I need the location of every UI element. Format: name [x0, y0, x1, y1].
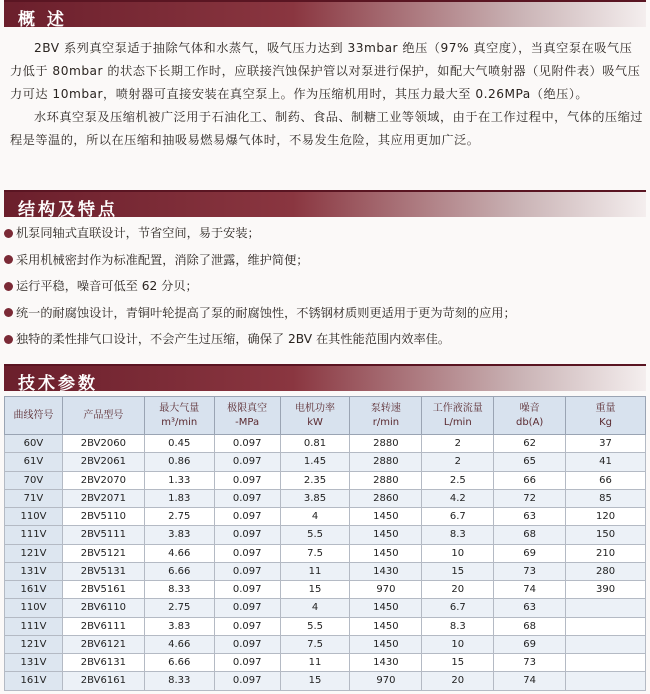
column-header: 泵转速 r/min [350, 397, 422, 435]
column-header: 噪音 db(A) [494, 397, 566, 435]
table-cell: 2BV2070 [62, 471, 144, 489]
table-cell [566, 672, 646, 690]
params-table [4, 396, 646, 691]
table-cell: 60V [5, 435, 63, 453]
table-cell: 73 [494, 654, 566, 672]
features-list [4, 220, 644, 353]
overview-paragraph-1: 2BV 系列真空泵适于抽除气体和水蒸气，吸气压力达到 33mbar 绝压（97% 真空度），当真空泵在吸气压力低于 80mbar 的状态下长期工作时，应联接汽蚀保护管以对泵进行保护，如配大气喷射器（见附件表）吸气压力可达 10mbar，喷射器可直接安装在真空泵上。作为压缩机用时，其压力最大至 0.26MPa（绝压）。 [10, 41, 641, 101]
table-cell: 20 [422, 581, 494, 599]
table-cell: 1450 [350, 526, 422, 544]
table-cell: 2BV6110 [62, 599, 144, 617]
table-cell: 41 [566, 453, 646, 471]
table-cell: 6.66 [144, 654, 214, 672]
table-row [5, 672, 646, 690]
table-cell: 6.7 [422, 599, 494, 617]
table-cell: 161V [5, 672, 63, 690]
table-cell: 15 [422, 654, 494, 672]
table-cell: 0.097 [214, 672, 280, 690]
bullet-dot-icon [4, 282, 13, 291]
table-cell: 2860 [350, 489, 422, 507]
feature-item: 运行平稳，噪音可低至 62 分贝； [4, 273, 644, 300]
overview-header [4, 0, 646, 30]
features-header [4, 190, 646, 220]
table-cell: 1.45 [280, 453, 350, 471]
table-cell: 2880 [350, 453, 422, 471]
table-cell: 2.75 [144, 508, 214, 526]
table-cell: 3.85 [280, 489, 350, 507]
table-cell: 2880 [350, 435, 422, 453]
table-cell: 111V [5, 617, 63, 635]
table-cell: 5.5 [280, 526, 350, 544]
table-cell: 970 [350, 581, 422, 599]
table-cell: 8.3 [422, 617, 494, 635]
table-cell: 7.5 [280, 635, 350, 653]
table-cell: 1450 [350, 599, 422, 617]
table-cell: 2 [422, 453, 494, 471]
table-cell: 20 [422, 672, 494, 690]
table-row [5, 435, 646, 453]
bullet-dot-icon [4, 255, 13, 264]
table-cell: 2.35 [280, 471, 350, 489]
table-cell: 0.097 [214, 453, 280, 471]
table-cell: 11 [280, 562, 350, 580]
table-cell: 0.097 [214, 635, 280, 653]
column-header: 曲线符号 [5, 397, 63, 435]
table-cell: 0.097 [214, 617, 280, 635]
feature-item: 统一的耐腐蚀设计，青铜叶轮提高了泵的耐腐蚀性，不锈钢材质则更适用于更为苛刻的应用； [4, 300, 644, 327]
table-cell: 121V [5, 544, 63, 562]
column-header: 工作液流量 L/min [422, 397, 494, 435]
column-header: 重量 Kg [566, 397, 646, 435]
table-cell: 8.33 [144, 581, 214, 599]
table-cell: 210 [566, 544, 646, 562]
table-cell: 0.097 [214, 489, 280, 507]
table-row [5, 617, 646, 635]
table-cell: 0.097 [214, 654, 280, 672]
table-cell: 61V [5, 453, 63, 471]
table-row [5, 635, 646, 653]
table-cell: 0.097 [214, 562, 280, 580]
table-cell: 131V [5, 562, 63, 580]
table-cell: 0.097 [214, 526, 280, 544]
column-header: 电机功率 kW [280, 397, 350, 435]
feature-item: 机泵同轴式直联设计，节省空间，易于安装； [4, 220, 644, 247]
table-cell: 2BV5161 [62, 581, 144, 599]
table-cell: 1.33 [144, 471, 214, 489]
table-cell: 10 [422, 544, 494, 562]
table-cell: 0.097 [214, 544, 280, 562]
table-cell [566, 617, 646, 635]
overview-text [10, 37, 644, 152]
table-cell: 2BV5121 [62, 544, 144, 562]
table-cell: 2.5 [422, 471, 494, 489]
table-cell: 4.66 [144, 544, 214, 562]
bullet-dot-icon [4, 308, 13, 317]
table-cell: 1450 [350, 617, 422, 635]
table-cell: 390 [566, 581, 646, 599]
table-cell: 280 [566, 562, 646, 580]
table-cell: 110V [5, 599, 63, 617]
table-cell: 10 [422, 635, 494, 653]
table-cell: 2BV5131 [62, 562, 144, 580]
table-cell: 2BV2060 [62, 435, 144, 453]
column-header: 极限真空 -MPa [214, 397, 280, 435]
table-cell: 65 [494, 453, 566, 471]
table-cell: 15 [280, 672, 350, 690]
table-row [5, 544, 646, 562]
params-header [4, 364, 646, 394]
table-cell: 4.2 [422, 489, 494, 507]
table-cell: 1430 [350, 562, 422, 580]
overview-paragraph-2: 水环真空泵及压缩机被广泛用于石油化工、制药、食品、制糖工业等领域，由于在工作过程中，气体的压缩过程是等温的，所以在压缩和抽吸易燃易爆气体时，不易发生危险，其应用更加广泛。 [10, 110, 643, 147]
table-cell: 11 [280, 654, 350, 672]
table-cell: 0.86 [144, 453, 214, 471]
table-cell: 15 [422, 562, 494, 580]
table-cell: 110V [5, 508, 63, 526]
table-cell: 63 [494, 599, 566, 617]
table-cell: 74 [494, 672, 566, 690]
table-row [5, 599, 646, 617]
table-cell: 7.5 [280, 544, 350, 562]
table-cell: 71V [5, 489, 63, 507]
table-cell: 150 [566, 526, 646, 544]
table-cell: 1450 [350, 544, 422, 562]
table-cell: 120 [566, 508, 646, 526]
table-row [5, 654, 646, 672]
table-cell: 66 [494, 471, 566, 489]
table-cell: 69 [494, 635, 566, 653]
table-cell: 2BV6161 [62, 672, 144, 690]
table-cell [566, 654, 646, 672]
table-cell: 2880 [350, 471, 422, 489]
table-cell: 2BV6121 [62, 635, 144, 653]
table-cell: 1430 [350, 654, 422, 672]
overview-title: 概 述 [18, 10, 67, 30]
table-cell: 8.3 [422, 526, 494, 544]
bullet-dot-icon [4, 229, 13, 238]
table-cell: 63 [494, 508, 566, 526]
table-cell: 161V [5, 581, 63, 599]
table-cell: 15 [280, 581, 350, 599]
table-cell: 73 [494, 562, 566, 580]
table-cell: 0.097 [214, 471, 280, 489]
table-cell: 4.66 [144, 635, 214, 653]
table-cell: 131V [5, 654, 63, 672]
table-cell: 5.5 [280, 617, 350, 635]
table-cell: 6.7 [422, 508, 494, 526]
table-cell: 70V [5, 471, 63, 489]
table-cell [566, 635, 646, 653]
table-cell: 37 [566, 435, 646, 453]
table-cell: 2BV2071 [62, 489, 144, 507]
table-cell: 4 [280, 508, 350, 526]
table-cell: 62 [494, 435, 566, 453]
table-row [5, 562, 646, 580]
table-cell: 0.81 [280, 435, 350, 453]
table-cell: 121V [5, 635, 63, 653]
table-cell: 0.097 [214, 581, 280, 599]
table-row [5, 489, 646, 507]
features-title: 结构及特点 [18, 200, 118, 220]
column-header: 产品型号 [62, 397, 144, 435]
table-cell: 8.33 [144, 672, 214, 690]
table-cell: 69 [494, 544, 566, 562]
table-cell: 2BV5111 [62, 526, 144, 544]
bullet-dot-icon [4, 335, 13, 344]
feature-item: 独特的柔性排气口设计，不会产生过压缩，确保了 2BV 在其性能范围内效率佳。 [4, 326, 644, 353]
table-cell: 2BV6131 [62, 654, 144, 672]
table-cell: 3.83 [144, 617, 214, 635]
table-header-row [5, 397, 646, 435]
table-cell: 0.097 [214, 435, 280, 453]
table-body [5, 435, 646, 691]
feature-item: 采用机械密封作为标准配置，消除了泄露，维护简便； [4, 247, 644, 274]
table-row [5, 526, 646, 544]
table-cell [566, 599, 646, 617]
table-cell: 85 [566, 489, 646, 507]
table-cell: 1450 [350, 508, 422, 526]
table-cell: 2 [422, 435, 494, 453]
table-cell: 74 [494, 581, 566, 599]
table-cell: 66 [566, 471, 646, 489]
table-cell: 0.097 [214, 599, 280, 617]
table-cell: 68 [494, 526, 566, 544]
table-cell: 0.45 [144, 435, 214, 453]
table-cell: 6.66 [144, 562, 214, 580]
table-cell: 3.83 [144, 526, 214, 544]
table-cell: 2BV5110 [62, 508, 144, 526]
table-cell: 4 [280, 599, 350, 617]
table-row [5, 508, 646, 526]
table-cell: 0.097 [214, 508, 280, 526]
table-cell: 1450 [350, 635, 422, 653]
table-row [5, 471, 646, 489]
table-cell: 72 [494, 489, 566, 507]
table-cell: 970 [350, 672, 422, 690]
column-header: 最大气量 m³/min [144, 397, 214, 435]
table-row [5, 453, 646, 471]
table-cell: 68 [494, 617, 566, 635]
table-cell: 111V [5, 526, 63, 544]
params-title: 技术参数 [18, 374, 98, 394]
table-cell: 2.75 [144, 599, 214, 617]
table-cell: 2BV6111 [62, 617, 144, 635]
table-cell: 2BV2061 [62, 453, 144, 471]
table-cell: 1.83 [144, 489, 214, 507]
table-row [5, 581, 646, 599]
